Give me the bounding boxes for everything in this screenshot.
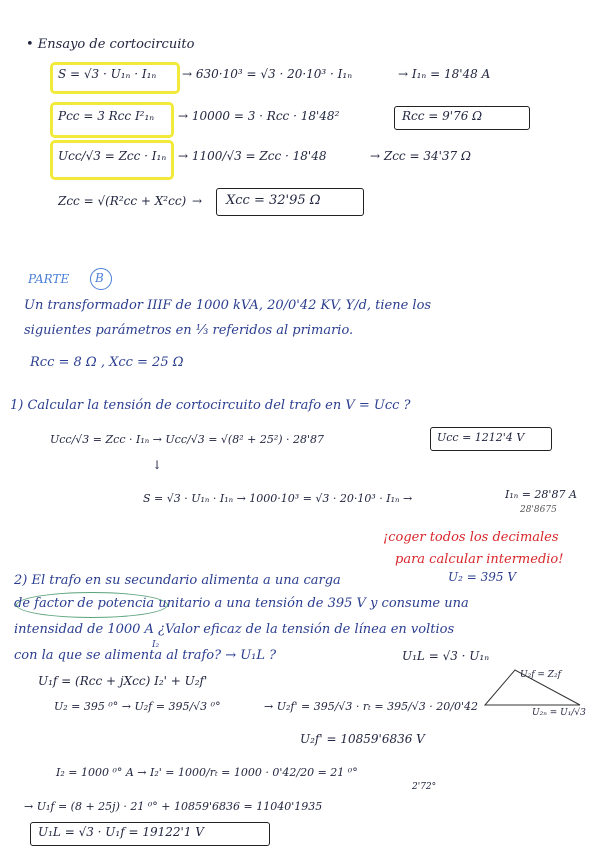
q1-result-nominal-current: I₁ₙ = 28'87 A xyxy=(505,488,577,501)
part-letter: B xyxy=(95,271,104,285)
formula-short-circuit-impedance: Ucc/√3 = Zcc · I₁ₙ xyxy=(58,149,167,163)
result-nominal-current: → I₁ₙ = 18'48 A xyxy=(398,67,491,81)
q2-secondary-voltage: U₂ = 395 ⁰° → U₂f = 395/√3 ⁰° xyxy=(54,700,221,713)
question-1: 1) Calcular la tensión de cortocircuito del trafo en V = Ucc ? xyxy=(10,398,411,413)
result-zcc: → Zcc = 34'37 Ω xyxy=(370,149,471,163)
secondary-voltage-label: U₂ = 395 V xyxy=(448,570,516,584)
q1-equation-2: S = √3 · U₁ₙ · I₁ₙ → 1000·10³ = √3 · 20·10³ · I₁ₙ → xyxy=(143,492,413,505)
down-arrow-icon: ↓ xyxy=(152,458,163,472)
question-2-line4: con la que se alimenta al trafo? → U₁L ? xyxy=(14,648,277,663)
reminder-note-line2: para calcular intermedio! xyxy=(395,552,564,567)
q2-referred-voltage: → U₂f' = 395/√3 · rₜ = 395/√3 · 20/0'42 xyxy=(264,700,479,713)
q1-equation-1: Ucc/√3 = Zcc · I₁ₙ → Ucc/√3 = √(8² + 25²) · 28'87 xyxy=(50,433,325,446)
q1-result-ucc: Ucc = 1212'4 V xyxy=(437,431,525,444)
formula-impedance-magnitude: Zcc = √(R²cc + X²cc) xyxy=(58,194,187,208)
q1-result-note: 28'8675 xyxy=(520,505,557,515)
formula-copper-loss: Pcc = 3 Rcc I²₁ₙ xyxy=(58,109,155,123)
phasor-label: U₂f = Z₂f xyxy=(520,670,561,680)
question-2-line3-sub: I₂ xyxy=(152,640,160,650)
formula-apparent-power: S = √3 · U₁ₙ · I₁ₙ xyxy=(58,67,157,81)
question-2-line1: 2) El trafo en su secundario alimenta a una carga xyxy=(14,573,341,588)
substitution-apparent-power: → 630·10³ = √3 · 20·10³ · I₁ₙ xyxy=(182,67,353,81)
reminder-note-line1: ¡coger todos los decimales xyxy=(383,530,559,545)
substitution-short-circuit-impedance: → 1100/√3 = Zcc · 18'48 xyxy=(178,149,327,163)
arrow-icon: → xyxy=(192,194,203,208)
question-2-line3: intensidad de 1000 A ¿Valor eficaz de la tensión de línea en voltios xyxy=(14,622,455,637)
q2-phase-equation: U₁f = (Rcc + jXcc) I₂' + U₂f' xyxy=(38,674,208,688)
problem-statement-line2: siguientes parámetros en ⅓ referidos al primario. xyxy=(24,323,354,338)
result-xcc: Xcc = 32'95 Ω xyxy=(226,193,321,208)
q2-referred-voltage-value: U₂f' = 10859'6836 V xyxy=(300,732,425,746)
final-result-line-voltage: U₁L = √3 · U₁f = 19122'1 V xyxy=(38,825,204,839)
section-heading: • Ensayo de cortocircuito xyxy=(26,37,195,52)
problem-parameters: Rcc = 8 Ω , Xcc = 25 Ω xyxy=(30,355,184,370)
phasor-bottom-label: U₂ₙ = U₁/√3 xyxy=(532,708,586,718)
result-rcc: Rcc = 9'76 Ω xyxy=(402,109,483,123)
problem-statement-line1: Un transformador ΙΙΙF de 1000 kVA, 20/0'42 KV, Y/d, tiene los xyxy=(24,298,432,313)
q2-primary-phase-voltage: → U₁f = (8 + 25j) · 21 ⁰° + 10859'6836 = 11040'1935 xyxy=(24,800,323,813)
substitution-copper-loss: → 10000 = 3 · Rcc · 18'48² xyxy=(178,109,340,123)
q2-angle: 2'72° xyxy=(412,782,437,792)
line-voltage-relation: U₁L = √3 · U₁ₙ xyxy=(402,649,490,663)
q2-referred-current: I₂ = 1000 ⁰° A → I₂' = 1000/rₜ = 1000 · 0'42/20 = 21 ⁰° xyxy=(56,766,358,779)
question-2-line2: de factor de potencia unitario a una tensión de 395 V y consume una xyxy=(14,596,469,611)
part-title: PARTE xyxy=(28,272,70,286)
